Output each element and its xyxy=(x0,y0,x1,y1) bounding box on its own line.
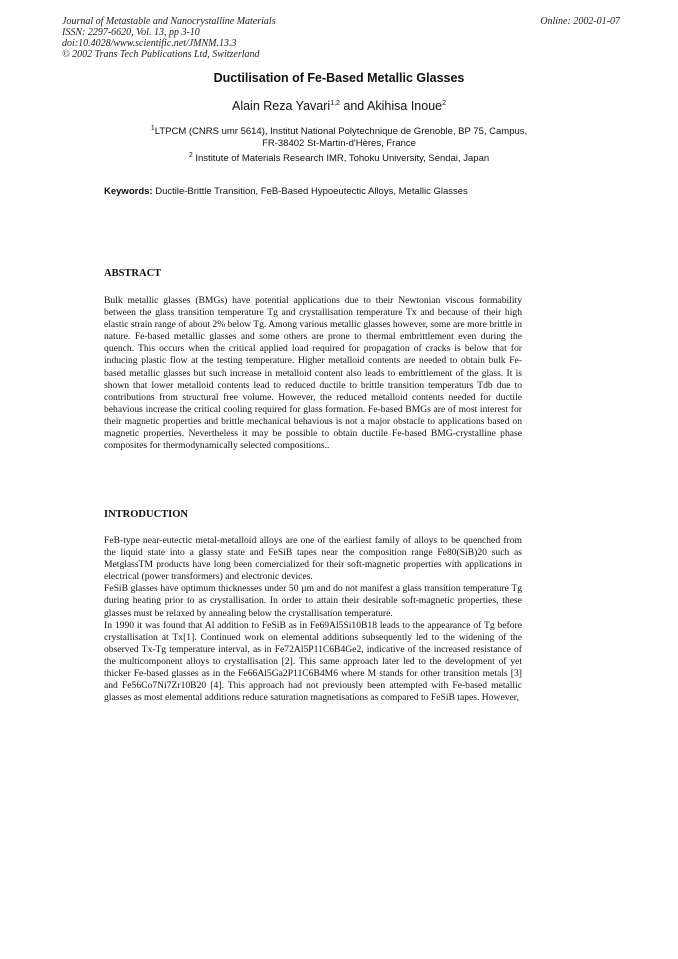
intro-paragraph-1: FeB-type near-eutectic metal-metalloid alloys are one of the earliest family of alloys to be quenched from the liquid state into a glassy state and FeSiB tapes near the composition range Fe80(SiB)20 such as MetglassTM products have long been comercialized for their soft-magnetic properties with applications in electrical (power transformers) and electronic devices. xyxy=(104,535,522,583)
author-line xyxy=(0,99,678,113)
author-1: Alain Reza Yavari xyxy=(231,99,331,113)
journal-header xyxy=(62,16,382,60)
introduction-body xyxy=(104,535,522,704)
abstract-text: Bulk metallic glasses (BMGs) have potential applications due to their Newtonian viscous formability between the glass transition temperature Tg and crystallisation temperature Tx and because of their high elastic strain range of about 2% below Tg. Among various metallic glasses however, some are more brittle in nature. Fe-based metallic glasses and some others are prone to thermal embrittlement even during the quench. This occurs when the critical applied load required for propagation of cracks is below that for inducing plastic flow at the testing temperature. Higher metalloid contents are needed to obtain bulk Fe-based metallic glasses but such increase in metalloid content also leads to embrittlement of the glass. It is shown that lower metalloid contents lead to reduced ductile to brittle transition temperaturs Tdb due to contributions from structural free volume. However, the reduced metalloid contents needed for ductile behavious increase the critical cooling required for glass formation. Fe-based BMGs are of most interest for their magnetic properties and brittle mechanical behavious is not a major obstacle to applications based on magnetic properties. Nevertheless it may be possible to obtain ductile Fe-based BMG-crystalline phase composites for thermodynamically selected compositions.. xyxy=(104,295,522,452)
abstract-heading: ABSTRACT xyxy=(104,268,162,279)
affiliation-2 xyxy=(0,153,678,165)
abstract-body xyxy=(104,295,522,452)
intro-paragraph-3: In 1990 it was found that Al addition to FeSiB as in Fe69Al5Si10B18 leads to the appearance of Tg before crystallisation at Tx[1]. Continued work on elemental additions subsequently led to the widening of the observed Tx-Tg temperature interval, as in Fe72Al5P11C6B4Ge2, indicative of the increased resistance of the multicomponent alloys to crystallisation [2]. This same approach later led to the development of yet thicker Fe-based glasses as in the Fe66Al5Ga2P11C6B4M6 where M stands for other transition metals [3] and Fe56Co7Ni7Zr10B20 [4]. This approach had not previously been attempted with Fe-based metallic glasses as most elemental additions reduce saturation magnetisations as compared to FeSiB tapes. However, xyxy=(104,619,522,704)
paper-title: Ductilisation of Fe-Based Metallic Glasses xyxy=(213,71,465,85)
author-and: and xyxy=(339,99,368,113)
keywords-label: Keywords: xyxy=(104,186,153,197)
keywords xyxy=(104,186,624,197)
author-1-affil: 1,2 xyxy=(330,99,340,107)
online-date: Online: 2002-01-07 xyxy=(540,16,620,27)
affiliation-2-marker: 2 xyxy=(188,151,193,159)
journal-copyright: © 2002 Trans Tech Publications Ltd, Switzerland xyxy=(62,49,260,60)
author-2: Akihisa Inoue xyxy=(367,99,443,113)
author-2-affil: 2 xyxy=(442,99,447,107)
affiliation-1-line1: LTPCM (CNRS umr 5614), Institut National Polytechnique de Grenoble, BP 75, Campus, xyxy=(154,126,528,137)
journal-issn: ISSN: 2297-6620, Vol. 13, pp 3-10 xyxy=(62,27,200,38)
affiliation-1 xyxy=(0,126,678,150)
intro-paragraph-2: FeSiB glasses have optimum thicknesses under 50 µm and do not manifest a glass transition temperature Tg during heating prior to as crystallisation. In order to attain their desirable soft-magnetic properties, these glasses must be relaxed by annealing below the crystallisation temperature. xyxy=(104,583,522,619)
journal-doi[interactable]: doi:10.4028/www.scientific.net/JMNM.13.3 xyxy=(62,38,237,49)
affiliation-1-line2: FR-38402 St-Martin-d'Hères, France xyxy=(262,138,416,149)
keywords-text: Ductile-Brittle Transition, FeB-Based Hypoeutectic Alloys, Metallic Glasses xyxy=(152,186,468,197)
journal-name: Journal of Metastable and Nanocrystalline Materials xyxy=(62,16,276,27)
affiliation-2-text: Institute of Materials Research IMR, Tohoku University, Sendai, Japan xyxy=(192,153,490,164)
introduction-heading: INTRODUCTION xyxy=(104,509,189,520)
affiliation-1-marker: 1 xyxy=(150,124,155,132)
